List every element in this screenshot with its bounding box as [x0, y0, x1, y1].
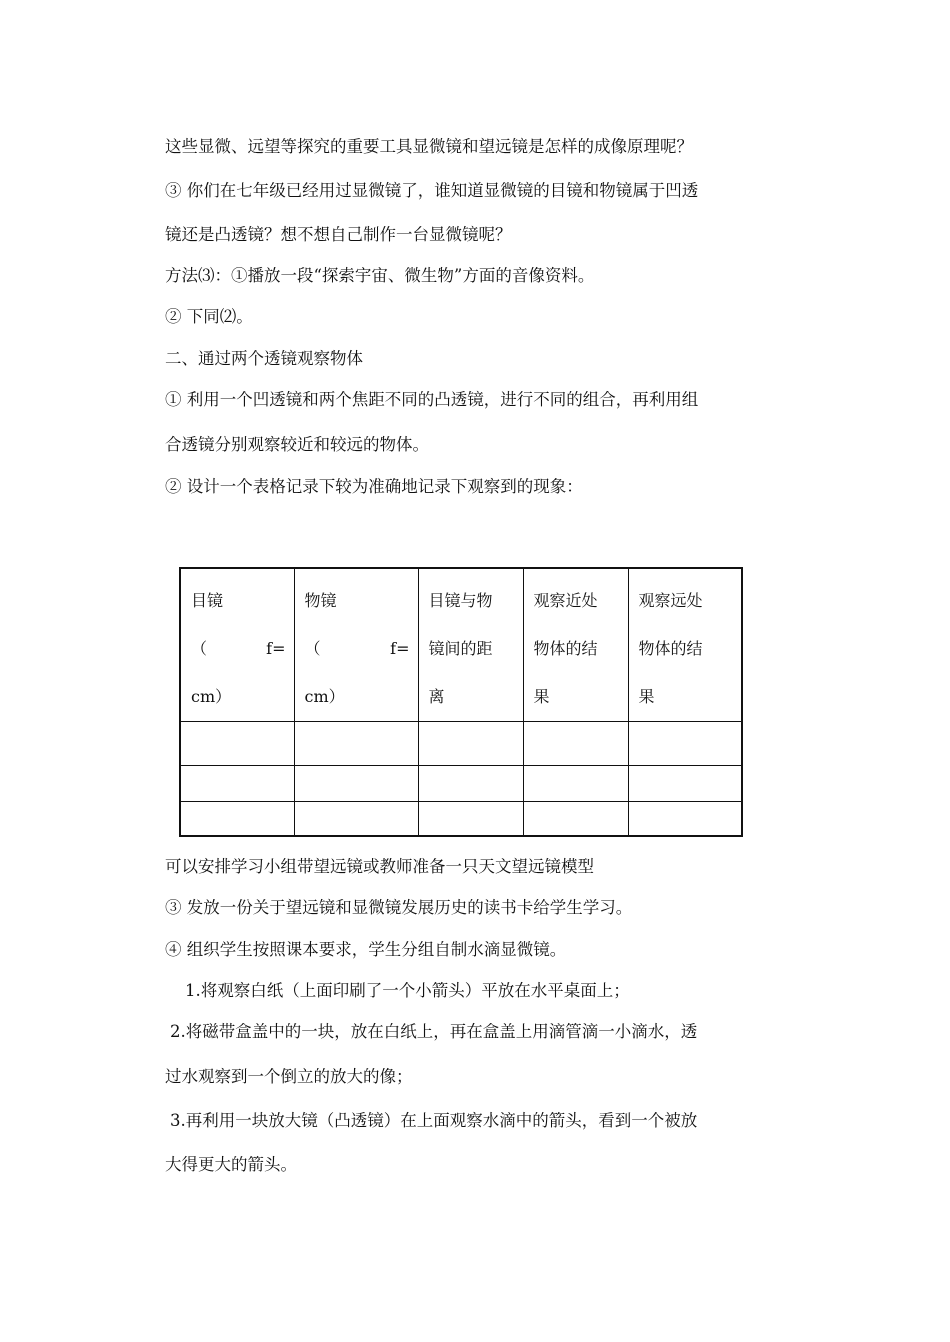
table-cell — [628, 802, 742, 836]
table-cell — [294, 722, 418, 766]
table-cell — [418, 722, 523, 766]
table-cell — [418, 766, 523, 802]
header-line: 果 — [533, 687, 550, 706]
table-cell — [294, 802, 418, 836]
paragraph: ② 设计一个表格记录下较为准确地记录下观察到的现象： — [165, 477, 583, 496]
table-cell — [180, 722, 294, 766]
table-header-row — [180, 568, 742, 722]
paragraph: 合透镜分别观察较近和较远的物体。 — [165, 435, 429, 454]
header-cell-eyepiece — [180, 568, 294, 722]
paragraph: ③ 你们在七年级已经用过显微镜了，谁知道显微镜的目镜和物镜属于凹透 — [165, 181, 699, 200]
paragraph: ② 下同⑵。 — [165, 307, 253, 326]
header-text: （ — [191, 639, 208, 658]
header-text: f= — [266, 639, 286, 658]
list-item: 1.将观察白纸（上面印刷了一个小箭头）平放在水平桌面上； — [185, 981, 630, 1000]
observation-table — [179, 567, 743, 837]
paragraph: 方法⑶：①播放一段“探索宇宙、微生物”方面的音像资料。 — [165, 266, 595, 285]
table-cell — [523, 802, 628, 836]
table-row — [180, 722, 742, 766]
header-line: 物镜 — [304, 591, 337, 610]
header-line — [305, 625, 410, 673]
header-text: f= — [390, 639, 410, 658]
table-cell — [523, 722, 628, 766]
table-row — [180, 766, 742, 802]
paragraph: 过水观察到一个倒立的放大的像； — [165, 1067, 413, 1086]
header-cell-distance — [418, 568, 523, 722]
table-cell — [180, 802, 294, 836]
table-cell — [628, 722, 742, 766]
table-cell — [418, 802, 523, 836]
section-heading: 二、通过两个透镜观察物体 — [165, 349, 363, 368]
paragraph: 镜还是凸透镜？想不想自己制作一台显微镜呢？ — [165, 225, 512, 244]
header-line: cm） — [304, 687, 345, 706]
header-line: 观察远处 — [638, 591, 703, 610]
header-line: 目镜与物 — [428, 591, 493, 610]
paragraph: 这些显微、远望等探究的重要工具显微镜和望远镜是怎样的成像原理呢？ — [165, 137, 693, 156]
header-cell-near-result — [523, 568, 628, 722]
header-line: 镜间的距 — [428, 639, 493, 658]
table-cell — [523, 766, 628, 802]
header-line: 离 — [428, 687, 445, 706]
header-line: 物体的结 — [533, 639, 598, 658]
table-row — [180, 802, 742, 836]
header-text: （ — [304, 639, 321, 658]
table-cell — [294, 766, 418, 802]
header-cell-far-result — [628, 568, 742, 722]
list-item: 2.将磁带盒盖中的一块，放在白纸上，再在盒盖上用滴管滴一小滴水，透 — [170, 1022, 698, 1041]
paragraph: ④ 组织学生按照课本要求，学生分组自制水滴显微镜。 — [165, 940, 567, 959]
list-item: 3.再利用一块放大镜（凸透镜）在上面观察水滴中的箭头，看到一个被放 — [170, 1111, 698, 1130]
table-cell — [180, 766, 294, 802]
header-line: cm） — [191, 687, 232, 706]
paragraph: ① 利用一个凹透镜和两个焦距不同的凸透镜，进行不同的组合，再利用组 — [165, 390, 699, 409]
header-line: 目镜 — [191, 591, 224, 610]
table-cell — [628, 766, 742, 802]
paragraph: ③ 发放一份关于望远镜和显微镜发展历史的读书卡给学生学习。 — [165, 898, 633, 917]
header-line: 物体的结 — [638, 639, 703, 658]
header-cell-objective — [294, 568, 418, 722]
header-line: 果 — [638, 687, 655, 706]
header-line: 观察近处 — [533, 591, 598, 610]
paragraph: 大得更大的箭头。 — [165, 1155, 297, 1174]
paragraph: 可以安排学习小组带望远镜或教师准备一只天文望远镜模型 — [165, 857, 594, 876]
header-line — [191, 625, 286, 673]
